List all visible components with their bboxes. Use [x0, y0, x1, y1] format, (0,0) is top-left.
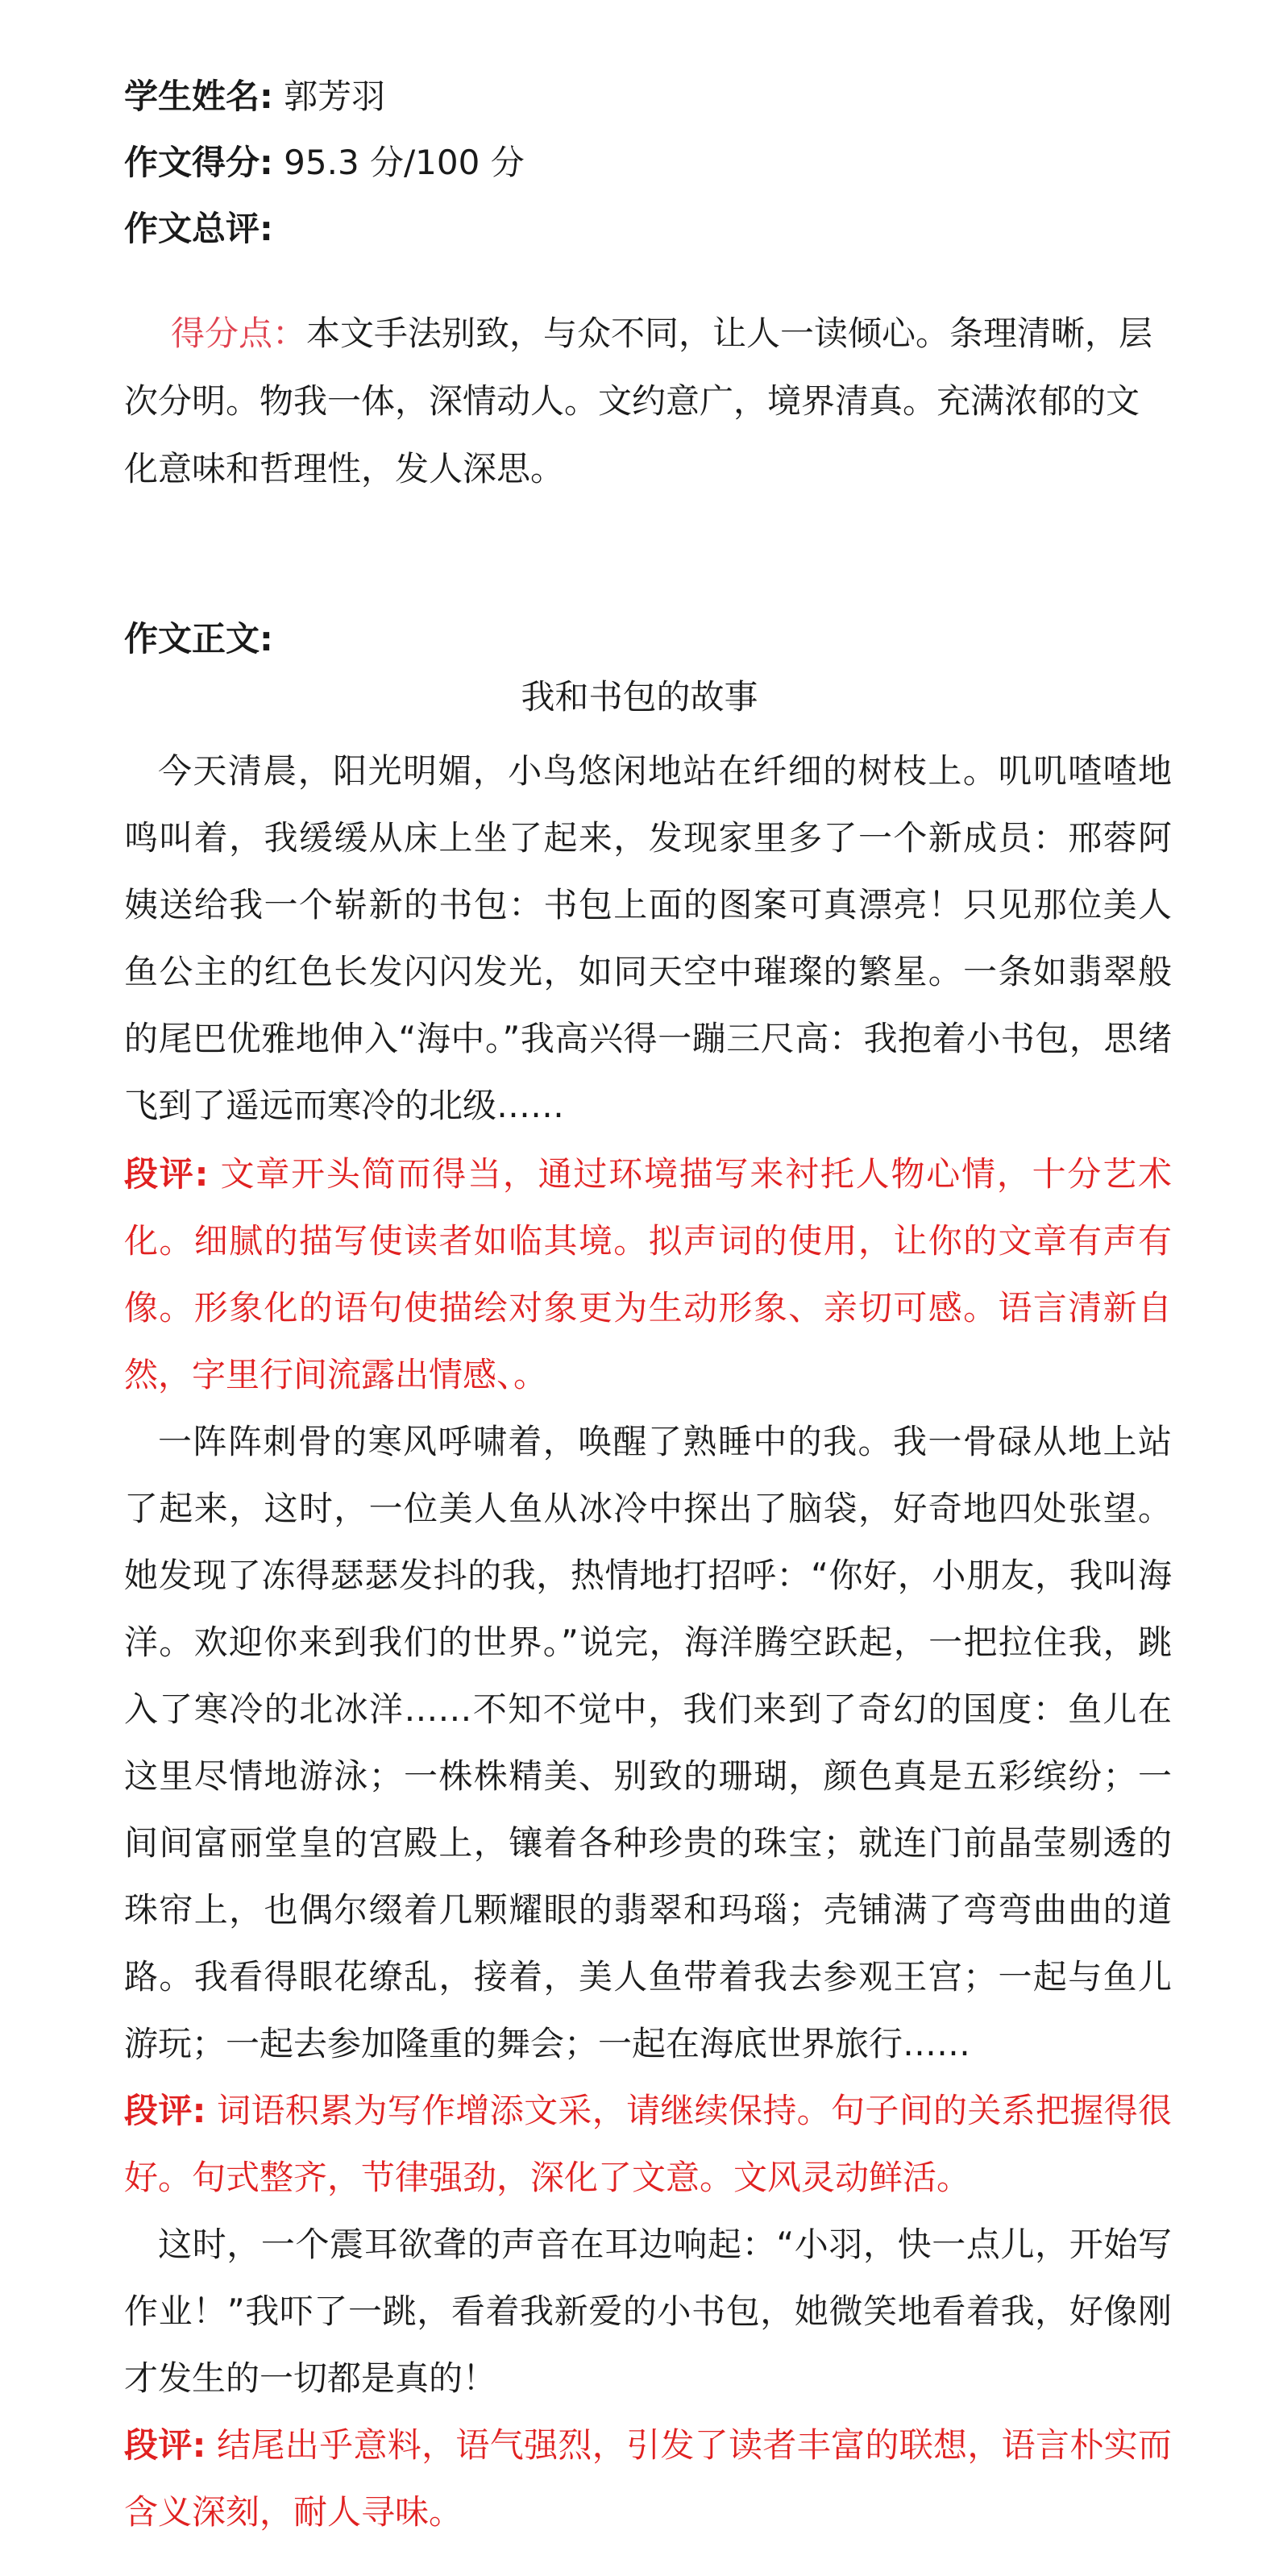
paragraph-comment-3	[124, 2412, 1172, 2545]
student-name-row	[124, 73, 385, 121]
student-name-label: 学生姓名:	[124, 77, 273, 116]
score-label: 作文得分:	[124, 143, 273, 182]
overall-comment-row	[124, 205, 273, 253]
paragraph-comment-text: 词语积累为写作增添文采，请继续保持。句子间的关系把握得很好。句式整齐，节律强劲，深化了文意。文风灵动鲜活。	[124, 2091, 1172, 2197]
paragraph-comment-text: 文章开头简而得当，通过环境描写来衬托人物心情，十分艺术化。细腻的描写使读者如临其境。拟声词的使用，让你的文章有声有像。形象化的语句使描绘对象更为生动形象、亲切可感。语言清新自然，字里行间流露出情感、。	[124, 1154, 1172, 1394]
score-points-label: 得分点：	[171, 314, 307, 353]
overall-comment-body: 本文手法别致，与众不同，让人一读倾心。条理清晰，层次分明。物我一体，深情动人。文约意广，境界清真。充满浓郁的文化意味和哲理性，发人深思。	[124, 314, 1153, 488]
overall-comment-label: 作文总评:	[124, 209, 273, 248]
essay-paragraph-3: 这时，一个震耳欲聋的声音在耳边响起：“小羽，快一点儿，开始写作业！”我吓了一跳，看着我新爱的小书包，她微笑地看着我，好像刚才发生的一切都是真的！	[124, 2225, 1172, 2398]
student-name-value: 郭芳羽	[284, 77, 386, 116]
paragraph-comment-label: 段评:	[124, 1154, 209, 1194]
paragraph-comment-label: 段评:	[124, 2091, 206, 2130]
paragraph-comment-text: 结尾出乎意料，语气强烈，引发了读者丰富的联想，语言朴实而含义深刻，耐人寻味。	[124, 2425, 1172, 2532]
paragraph-comment-label: 段评:	[124, 2425, 206, 2465]
score-row	[124, 139, 525, 187]
essay-section-label: 作文正文:	[124, 619, 273, 659]
essay-title: 我和书包的故事	[521, 677, 758, 717]
score-value: 95.3 分/100 分	[284, 143, 525, 182]
paragraph-comment-1	[124, 1141, 1172, 1408]
essay-paragraph-1: 今天清晨，阳光明媚，小鸟悠闲地站在纤细的树枝上。叽叽喳喳地鸣叫着，我缓缓从床上坐了起来，发现家里多了一个新成员：邢蓉阿姨送给我一个崭新的书包：书包上面的图案可真漂亮！只见那位美人鱼公主的红色长发闪闪发光，如同天空中璀璨的繁星。一条如翡翠般的尾巴优雅地伸入“海中。”我高兴得一蹦三尺高：我抱着小书包，思绪飞到了遥远而寒冷的北级……	[124, 751, 1172, 1125]
overall-comment-text	[124, 300, 1172, 503]
paragraph-comment-2	[124, 2077, 1172, 2211]
essay-paragraph-2: 一阵阵刺骨的寒风呼啸着，唤醒了熟睡中的我。我一骨碌从地上站了起来，这时，一位美人鱼从冰冷中探出了脑袋，好奇地四处张望。她发现了冻得瑟瑟发抖的我，热情地打招呼：“你好，小朋友，我叫海洋。欢迎你来到我们的世界。”说完，海洋腾空跃起，一把拉住我，跳入了寒冷的北冰洋……不知不觉中，我们来到了奇幻的国度：鱼儿在这里尽情地游泳；一株株精美、别致的珊瑚，颜色真是五彩缤纷；一间间富丽堂皇的宫殿上，镶着各种珍贵的珠宝；就连门前晶莹剔透的珠帘上，也偶尔缀着几颗耀眼的翡翠和玛瑙；壳铺满了弯弯曲曲的道路。我看得眼花缭乱，接着，美人鱼带着我去参观王宫；一起与鱼儿游玩；一起去参加隆重的舞会；一起在海底世界旅行……	[124, 1422, 1172, 2063]
